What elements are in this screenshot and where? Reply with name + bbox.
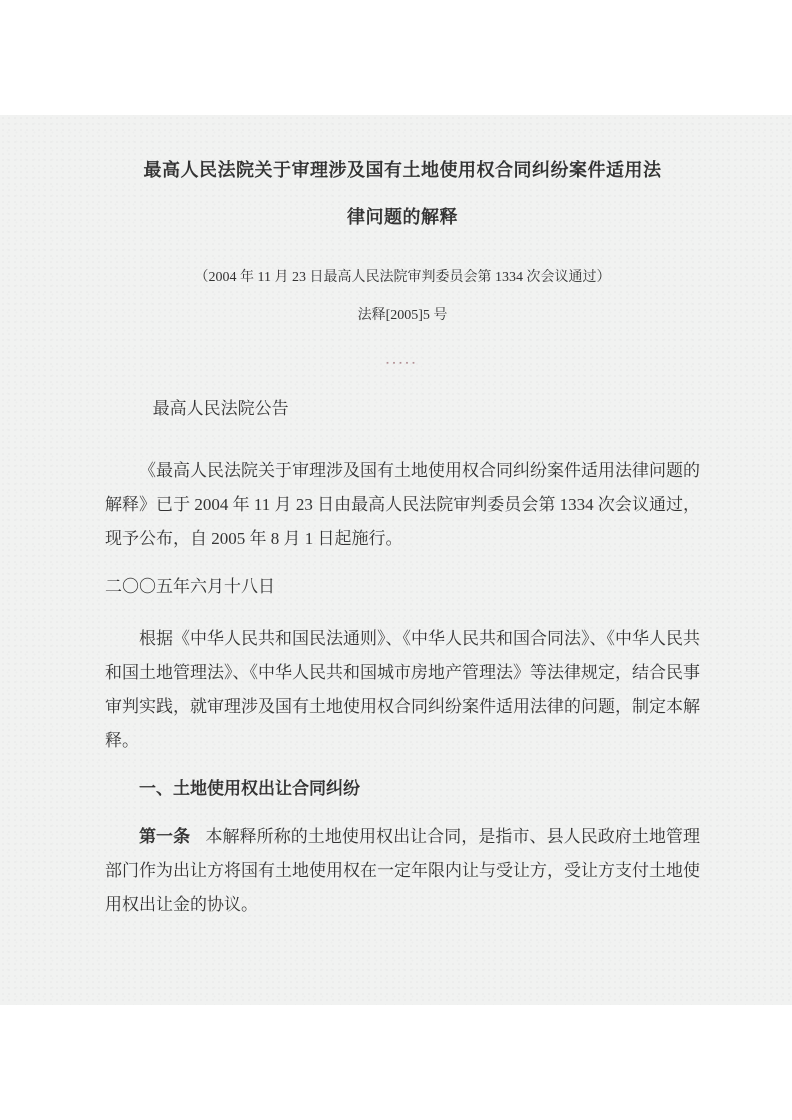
section-1-heading: 一、土地使用权出让合同纠纷 — [139, 779, 360, 798]
separator-dots: ▪▪▪▪▪ — [386, 359, 419, 367]
article-1-text: 本解释所称的土地使用权出让合同，是指市、县人民政府土地管理部门作为出让方将国有土地使用权在一定年限内让与受让方，受让方支付土地使用权出让金的协议。 — [105, 827, 701, 914]
announcement-date: 二〇〇五年六月十八日 — [105, 577, 275, 596]
document-content — [0, 115, 792, 922]
document-title-line-2: 律问题的解释 — [347, 207, 458, 227]
article-1-paragraph — [105, 820, 700, 922]
document-title-line-1: 最高人民法院关于审理涉及国有土地使用权合同纠纷案件适用法 — [143, 160, 662, 180]
meeting-adoption-note: （2004 年 11 月 23 日最高人民法院审判委员会第 1334 次会议通过） — [194, 270, 611, 285]
preamble-paragraph: 根据《中华人民共和国民法通则》、《中华人民共和国合同法》、《中华人民共和国土地管理法》、《中华人民共和国城市房地产管理法》等法律规定，结合民事审判实践，就审理涉及国有土地使用权合同纠纷案件适用法律的问题，制定本解释。 — [105, 629, 700, 750]
document-title — [105, 147, 700, 241]
document-number: 法释[2005]5 号 — [357, 308, 448, 323]
announcement-heading: 最高人民法院公告 — [152, 399, 289, 418]
announcement-body-paragraph: 《最高人民法院关于审理涉及国有土地使用权合同纠纷案件适用法律问题的解释》已于 2004 年 11 月 23 日由最高人民法院审判委员会第 1334 次会议通过，现予公布，自 2005 年 8 月 1 日起施行。 — [105, 461, 700, 548]
document-page — [0, 115, 792, 1005]
article-1-label: 第一条 — [139, 827, 191, 846]
